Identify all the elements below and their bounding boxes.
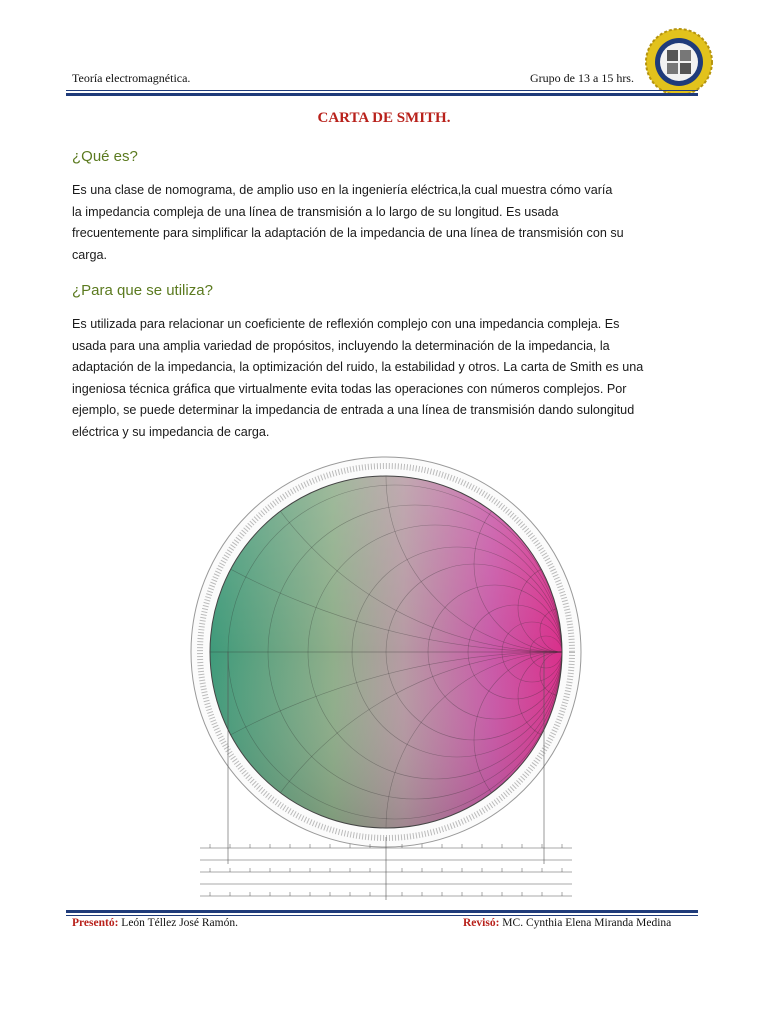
paragraph-line: ejemplo, se puede determinar la impedancia de entrada a una línea de transmisión dando sulongitud — [72, 403, 635, 417]
section-heading-que-es: ¿Qué es? — [72, 148, 138, 165]
paragraph-que-es — [72, 180, 702, 266]
paragraph-line: Es una clase de nomograma, de amplio uso en la ingeniería eléctrica,la cual muestra cómo varía — [72, 183, 613, 197]
page-title: CARTA DE SMITH. — [317, 110, 451, 126]
paragraph-line: adaptación de la impedancia, la optimización del ruido, la estabilidad y otros. La carta de Smith es una — [72, 360, 644, 374]
footer-presented-by — [72, 917, 238, 929]
paragraph-line: usada para una amplia variedad de propósitos, incluyendo la determinación de la impedancia, la — [72, 338, 610, 353]
paragraph-line: ingeniosa técnica gráfica que virtualmente evita todas las operaciones con números complejos. Por — [72, 381, 627, 396]
footer-presented-label: Presentó: — [72, 917, 119, 929]
university-seal-icon — [645, 28, 713, 96]
paragraph-line: frecuentemente para simplificar la adaptación de la impedancia de una línea de transmisión con su — [72, 226, 624, 240]
header-rule-thick — [66, 93, 698, 96]
footer-reviewed-by — [463, 917, 671, 929]
footer-rule-thick — [66, 910, 698, 913]
footer-reviewed-label: Revisó: — [463, 917, 500, 929]
footer-reviewed-value: MC. Cynthia Elena Miranda Medina — [499, 917, 672, 929]
paragraph-line: Es utilizada para relacionar un coeficiente de reflexión complejo con una impedancia compleja. Es — [72, 317, 620, 331]
header-rule-thin — [66, 90, 698, 91]
footer-rule-thin — [66, 915, 698, 916]
paragraph-line: carga. — [72, 247, 108, 262]
header-course: Teoría electromagnética. — [72, 71, 191, 85]
header-group: Grupo de 13 a 15 hrs. — [530, 71, 634, 85]
paragraph-line: eléctrica y su impedancia de carga. — [72, 424, 270, 439]
paragraph-para-que — [72, 314, 702, 443]
section-heading-para-que: ¿Para que se utiliza? — [72, 282, 213, 299]
paragraph-line: la impedancia compleja de una línea de transmisión a lo largo de su longitud. Es usada — [72, 204, 559, 219]
footer-presented-value: León Téllez José Ramón. — [118, 917, 238, 929]
smith-chart-figure — [190, 452, 582, 902]
